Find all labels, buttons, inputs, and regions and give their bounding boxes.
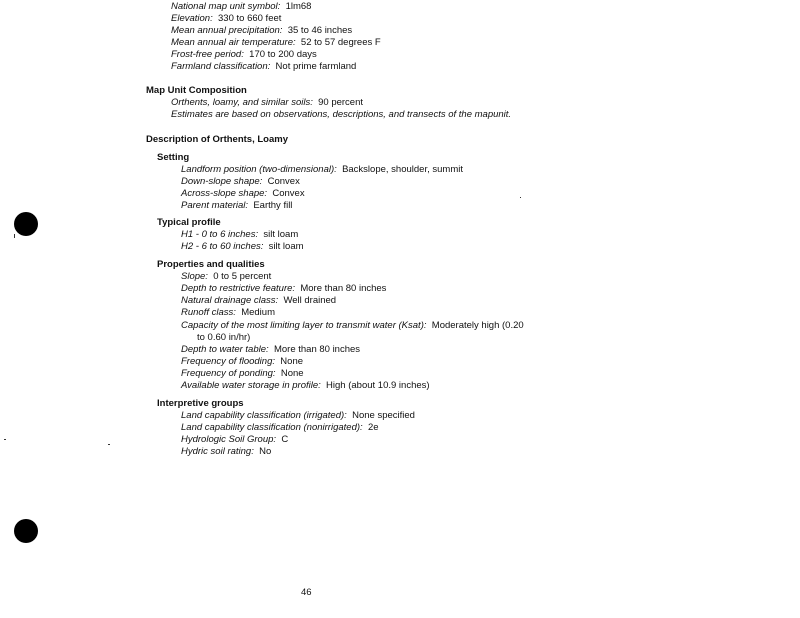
property-value: None (280, 356, 304, 367)
info-value: 1lm68 (285, 1, 312, 12)
property-label: Natural drainage class: (181, 295, 279, 306)
info-row (171, 13, 281, 25)
property-row (181, 176, 300, 188)
property-row (181, 200, 292, 212)
info-label: Frost-free period: (171, 49, 244, 60)
property-value: C (281, 434, 289, 445)
property-label: Hydric soil rating: (181, 446, 254, 457)
property-row (181, 283, 386, 295)
info-row (171, 25, 352, 37)
property-row (181, 320, 524, 332)
info-row (171, 61, 356, 73)
property-value: 2e (367, 422, 379, 433)
scan-speck (4, 439, 6, 440)
property-label: Available water storage in profile: (181, 380, 321, 391)
property-row (181, 344, 360, 356)
property-label: Slope: (181, 271, 208, 282)
property-label: Across-slope shape: (181, 188, 268, 199)
property-row (181, 434, 288, 446)
subsection-heading: Typical profile (157, 217, 221, 228)
subsection-heading: Properties and qualities (157, 259, 265, 270)
info-value: Not prime farmland (275, 61, 357, 72)
info-label: Mean annual precipitation: (171, 25, 283, 36)
composition-note: Estimates are based on observations, descriptions, and transects of the mapunit. (171, 109, 512, 120)
property-row (181, 164, 463, 176)
punch-hole-bottom (14, 519, 38, 543)
page-number: 46 (301, 587, 312, 598)
scan-speck (520, 197, 521, 198)
property-label: Parent material: (181, 200, 249, 211)
property-row (181, 356, 303, 368)
property-value: More than 80 inches (300, 283, 387, 294)
property-value: Backslope, shoulder, summit (342, 164, 463, 175)
property-value: Medium (241, 307, 275, 318)
property-value: silt loam (268, 241, 304, 252)
property-label: Land capability classification (nonirrigated): (181, 422, 363, 433)
property-label: Frequency of ponding: (181, 368, 276, 379)
property-row (181, 368, 304, 380)
property-value: More than 80 inches (273, 344, 361, 355)
property-row-continuation (197, 332, 250, 344)
section-heading: Map Unit Composition (146, 85, 247, 96)
property-label: Frequency of flooding: (181, 356, 276, 367)
property-label: Down-slope shape: (181, 176, 263, 187)
property-value: to 0.60 in/hr) (197, 332, 251, 343)
property-value: Earthy fill (253, 200, 293, 211)
property-row (181, 241, 304, 253)
property-value: Convex (267, 176, 300, 187)
property-label: Depth to water table: (181, 344, 269, 355)
composition-label: Orthents, loamy, and similar soils: (171, 97, 313, 108)
property-row (181, 410, 415, 422)
info-row (171, 1, 311, 13)
subsection-heading: Interpretive groups (157, 398, 244, 409)
property-value: None specified (352, 410, 415, 421)
property-row (181, 380, 430, 392)
info-row (171, 37, 381, 49)
property-value: Convex (272, 188, 305, 199)
property-label: Capacity of the most limiting layer to transmit water (Ksat): (181, 320, 427, 331)
scan-speck (108, 444, 110, 445)
property-value: Moderately high (0.20 (431, 320, 524, 331)
property-value: No (259, 446, 272, 457)
property-label: Runoff class: (181, 307, 236, 318)
scan-speck (14, 234, 15, 238)
info-label: Elevation: (171, 13, 213, 24)
property-row (181, 422, 379, 434)
property-row (181, 446, 271, 458)
property-value: None (280, 368, 304, 379)
property-label: Land capability classification (irrigated): (181, 410, 347, 421)
composition-value: 90 percent (318, 97, 364, 108)
info-label: National map unit symbol: (171, 1, 281, 12)
property-label: H2 - 6 to 60 inches: (181, 241, 264, 252)
info-value: 330 to 660 feet (218, 13, 282, 24)
property-label: Landform position (two-dimensional): (181, 164, 337, 175)
property-label: Hydrologic Soil Group: (181, 434, 277, 445)
info-row (171, 49, 317, 61)
property-label: Depth to restrictive feature: (181, 283, 296, 294)
property-row (181, 307, 275, 319)
property-row (181, 295, 336, 307)
info-label: Mean annual air temperature: (171, 37, 296, 48)
property-label: H1 - 0 to 6 inches: (181, 229, 259, 240)
subsection-heading: Setting (157, 152, 190, 163)
punch-hole-top (14, 212, 38, 236)
info-value: 52 to 57 degrees F (300, 37, 381, 48)
info-value: 170 to 200 days (249, 49, 317, 60)
info-value: 35 to 46 inches (287, 25, 353, 36)
property-value: silt loam (263, 229, 299, 240)
property-value: High (about 10.9 inches) (326, 380, 430, 391)
composition-row (171, 97, 363, 109)
property-value: 0 to 5 percent (213, 271, 272, 282)
section-heading: Description of Orthents, Loamy (146, 134, 288, 145)
property-row (181, 229, 298, 241)
property-row (181, 188, 305, 200)
property-row (181, 271, 271, 283)
info-label: Farmland classification: (171, 61, 271, 72)
property-value: Well drained (283, 295, 337, 306)
